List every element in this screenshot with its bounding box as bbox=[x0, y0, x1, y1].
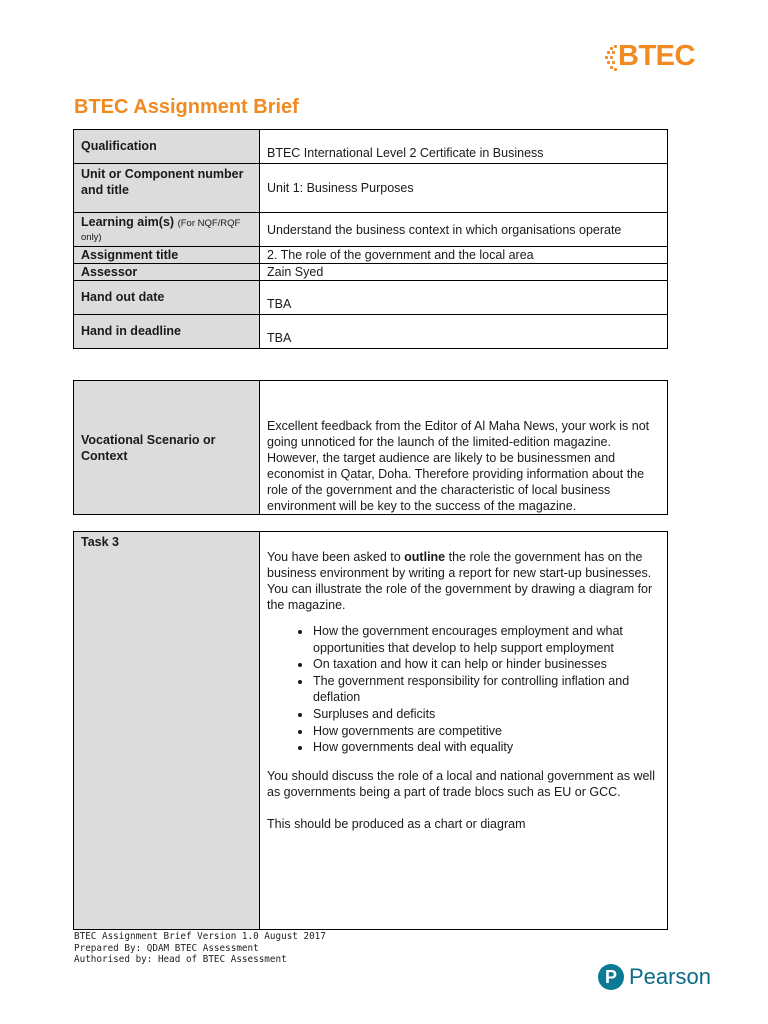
table-row bbox=[74, 213, 668, 247]
hand-out-value: TBA bbox=[260, 281, 668, 315]
table-row bbox=[74, 532, 668, 930]
list-item: • How governments deal with equality bbox=[312, 739, 660, 756]
unit-value: Unit 1: Business Purposes bbox=[260, 164, 668, 213]
table-row bbox=[74, 164, 668, 213]
footer-authorised-by: Authorised by: Head of BTEC Assessment bbox=[74, 954, 287, 965]
qualification-value: BTEC International Level 2 Certificate in Business bbox=[260, 130, 668, 164]
task-label: Task 3 bbox=[74, 532, 260, 930]
footer bbox=[74, 931, 326, 966]
pearson-logo bbox=[598, 964, 711, 990]
assignment-details-table bbox=[73, 129, 668, 349]
scenario-text: Excellent feedback from the Editor of Al Maha News, your work is not going unnoticed for the launch of the limited-edition magazine. However, the target audience are likely to be businessmen and economist in Qatar, Doha. Therefore providing information about the role of the government and the characteristic of local business environment will be key to the success of the magazine. bbox=[260, 381, 668, 515]
hand-in-label: Hand in deadline bbox=[74, 315, 260, 349]
list-item: • How governments are competitive bbox=[312, 723, 660, 740]
learning-aim-label: Learning aim(s) bbox=[81, 215, 175, 229]
assignment-title-label: Assignment title bbox=[74, 247, 260, 264]
list-item: • On taxation and how it can help or hinder businesses bbox=[312, 656, 660, 673]
pearson-logo-text: Pearson bbox=[629, 964, 711, 989]
footer-version: BTEC Assignment Brief Version 1.0 August 2017 bbox=[74, 931, 326, 942]
task-bullet-list bbox=[267, 623, 660, 756]
pearson-p-icon: P bbox=[598, 964, 624, 990]
table-row bbox=[74, 264, 668, 281]
btec-logo-text: BTEC bbox=[618, 40, 695, 72]
document-title: BTEC Assignment Brief bbox=[74, 96, 299, 118]
assessor-value: Zain Syed bbox=[260, 264, 668, 281]
task-paragraph: You should discuss the role of a local and national government as well as governments being a part of trade blocs such as EU or GCC. bbox=[267, 768, 655, 799]
footer-prepared-by: Prepared By: QDAM BTEC Assessment bbox=[74, 942, 259, 954]
table-row bbox=[74, 130, 668, 164]
qualification-label: Qualification bbox=[74, 130, 260, 164]
task-intro-text-rest: the role the government has on the business environment by writing a report for new start-up businesses. You can illustrate the role of the government by drawing a diagram for the magazine. bbox=[267, 550, 653, 612]
task-table bbox=[73, 531, 668, 930]
table-row bbox=[74, 381, 668, 515]
table-row bbox=[74, 281, 668, 315]
task-paragraph: This should be produced as a chart or diagram bbox=[267, 816, 526, 831]
assessor-label: Assessor bbox=[74, 264, 260, 281]
hand-in-value: TBA bbox=[260, 315, 668, 349]
scenario-table bbox=[73, 380, 668, 515]
hand-out-label: Hand out date bbox=[74, 281, 260, 315]
task-intro-emphasis: outline bbox=[404, 550, 446, 564]
task-content bbox=[260, 532, 668, 930]
learning-aim-note: (For NQF/RQF only) bbox=[81, 218, 241, 243]
table-row bbox=[74, 315, 668, 349]
learning-aim-cell bbox=[74, 213, 260, 247]
btec-logo bbox=[604, 40, 695, 73]
list-item: • Surpluses and deficits bbox=[312, 706, 660, 723]
scenario-label: Vocational Scenario or Context bbox=[74, 381, 260, 515]
table-row bbox=[74, 247, 668, 264]
list-item: • The government responsibility for controlling inflation and deflation bbox=[312, 673, 660, 706]
task-intro bbox=[267, 549, 660, 613]
btec-dots-icon bbox=[604, 42, 618, 72]
assignment-title-value: 2. The role of the government and the local area bbox=[260, 247, 668, 264]
unit-label: Unit or Component number and title bbox=[74, 164, 260, 213]
list-item: • How the government encourages employment and what opportunities that develop to help support employment bbox=[312, 623, 660, 656]
learning-aim-value: Understand the business context in which organisations operate bbox=[260, 213, 668, 247]
task-intro-text: You have been asked to bbox=[267, 550, 405, 564]
